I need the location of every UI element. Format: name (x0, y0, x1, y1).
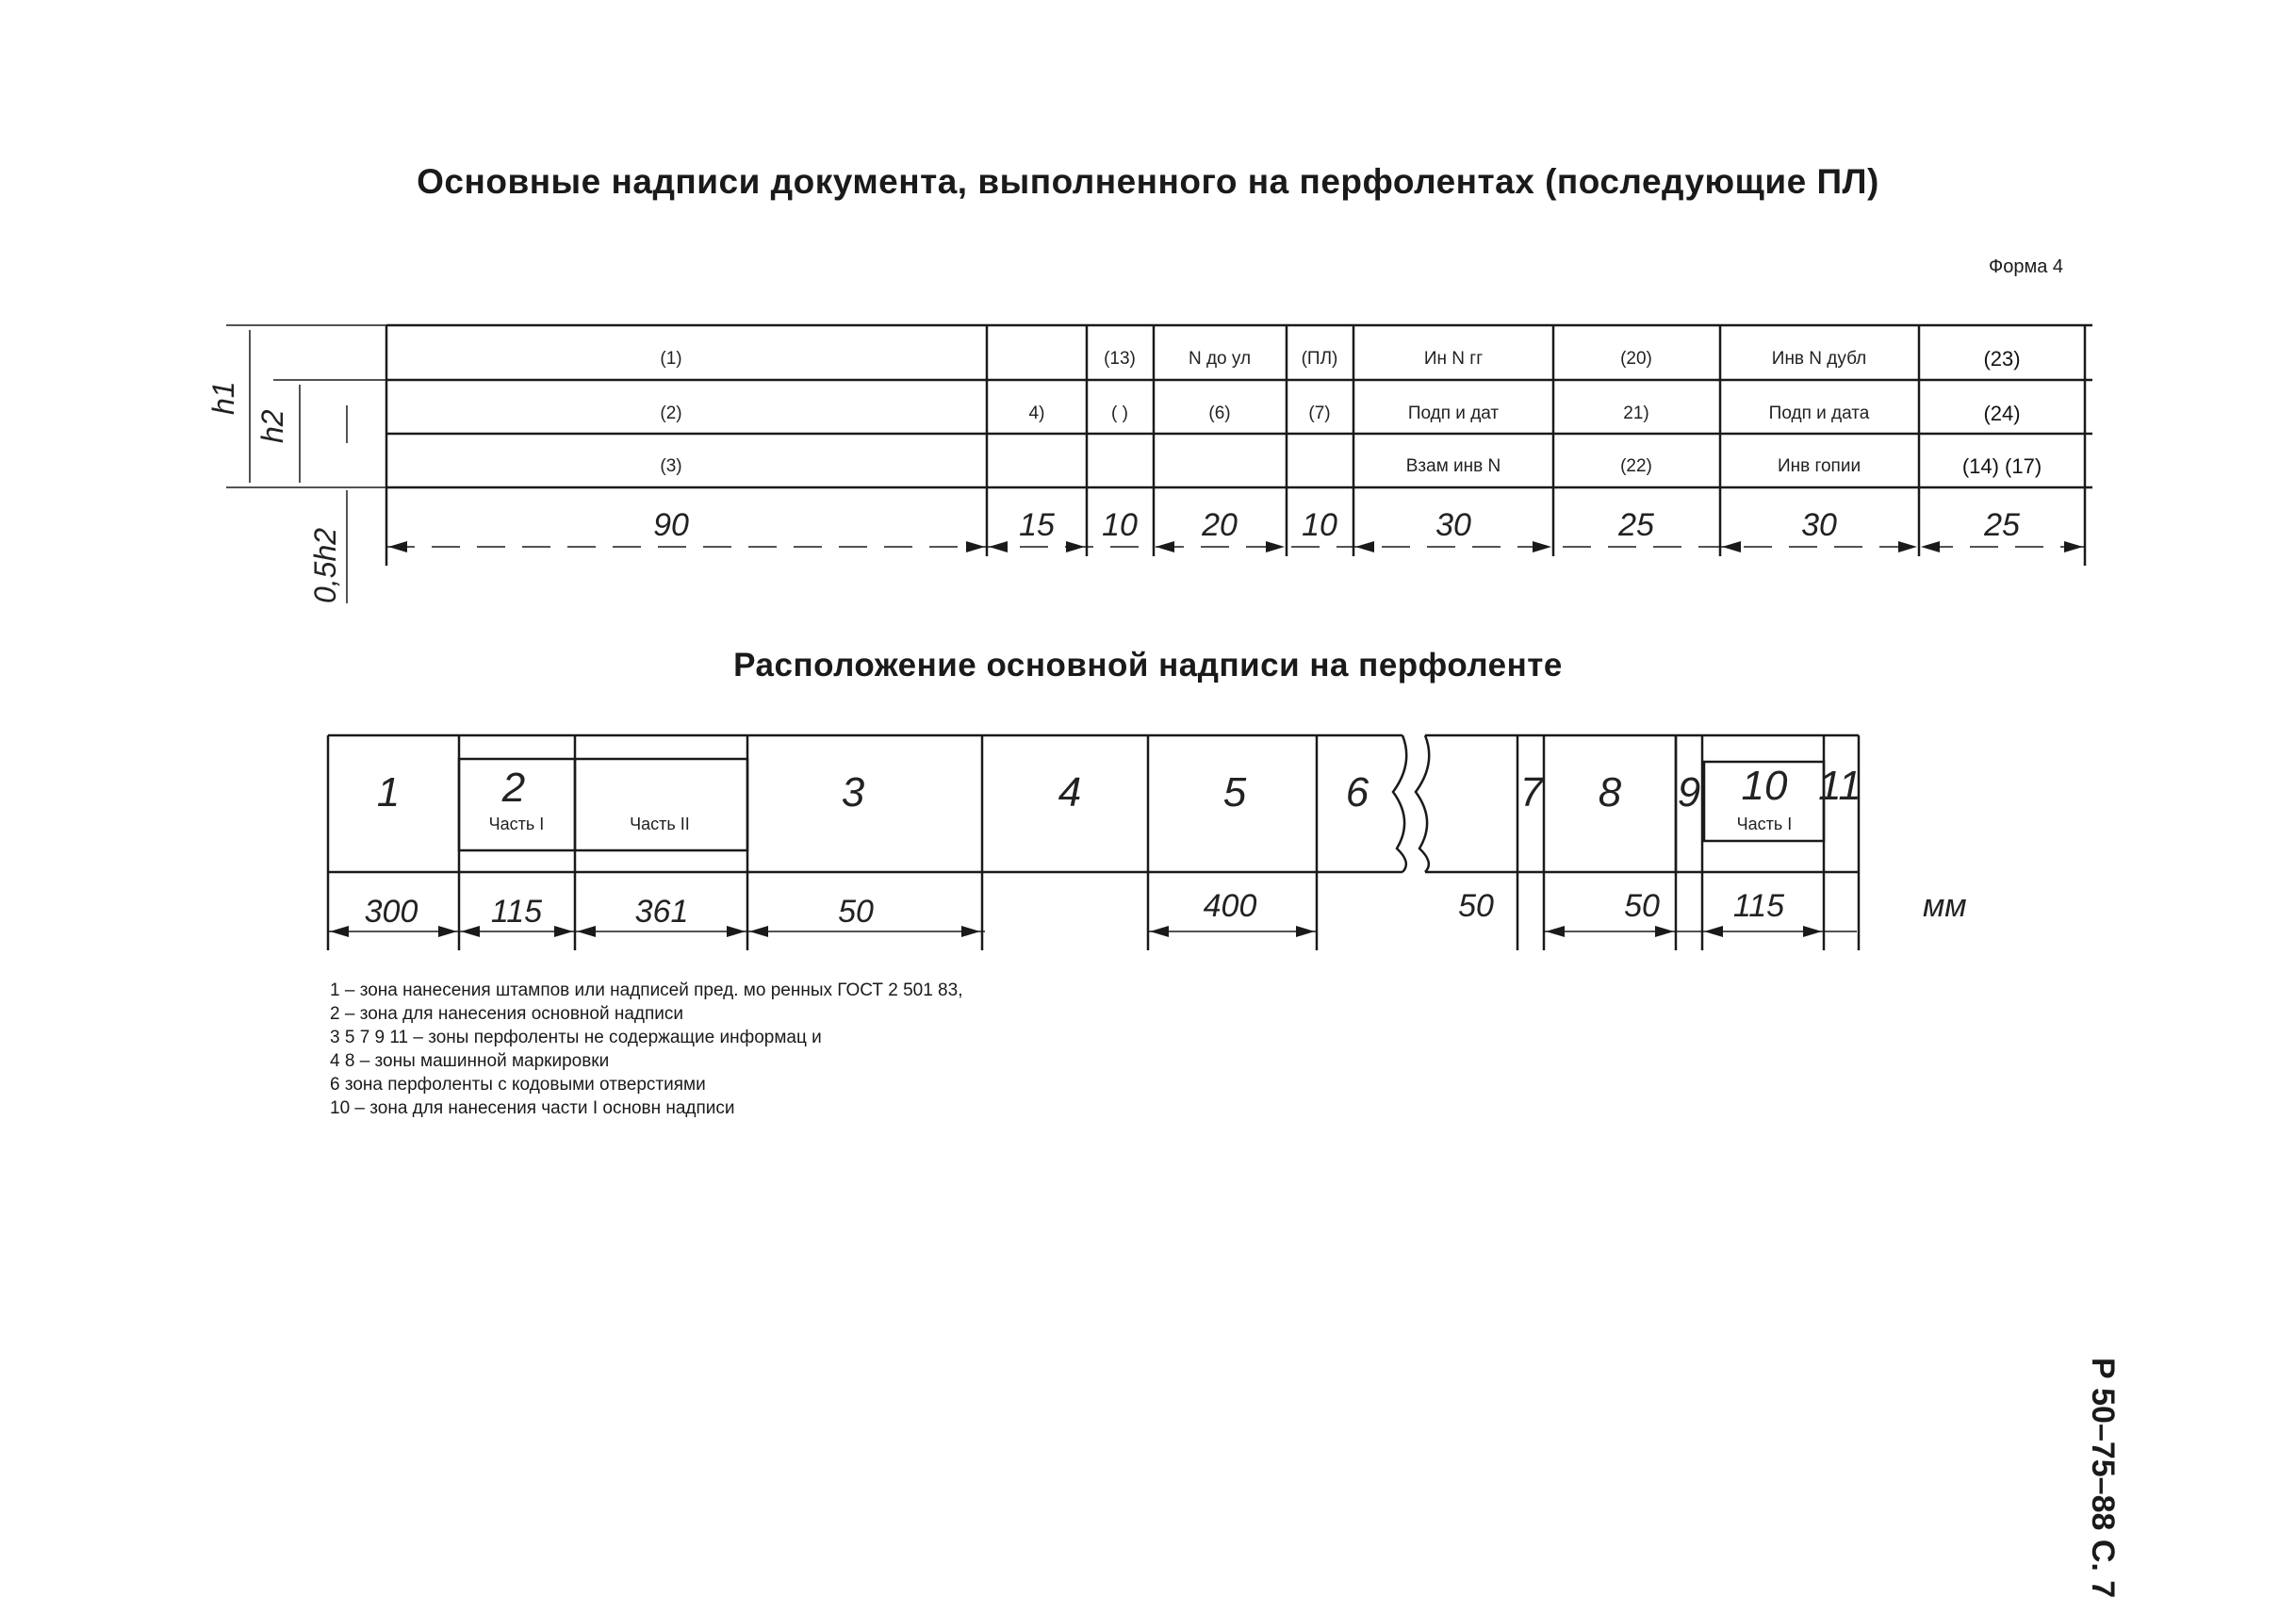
cell-r2-c9: (24) (1983, 402, 2021, 425)
zone-3: 3 (841, 769, 865, 815)
zone-8: 8 (1598, 769, 1622, 815)
height-label-half-h2: 0,5h2 (308, 527, 342, 603)
legend-item: 6 зона перфоленты с кодовыми отверстиями (330, 1075, 706, 1095)
cell-r3-c1: (3) (660, 456, 682, 476)
cell-r3-c8: Инв гопии (1777, 456, 1861, 476)
cell-r3-c7: (22) (1620, 456, 1652, 476)
layout-title: Расположение основной надписи на перфоленте (733, 647, 1563, 684)
tdim-115: 115 (490, 894, 543, 930)
tdim-50c: 50 (1624, 888, 1660, 924)
cell-r1-c8: Инв N дубл (1771, 349, 1867, 369)
cell-merged-center: 4) (1028, 404, 1045, 423)
dim-20: 20 (1202, 507, 1238, 543)
legend (330, 979, 962, 1120)
dim-25a: 25 (1618, 507, 1654, 543)
cell-r3-c6: Взам инв N (1405, 456, 1501, 476)
tdim-50b: 50 (1458, 888, 1494, 924)
zone-7: 7 (1519, 769, 1544, 815)
cell-r1-c6: Ин N гг (1423, 349, 1484, 369)
cell-r1-c4: N до ул (1188, 349, 1252, 369)
part-label-i: Часть I (488, 815, 545, 833)
stamp-dimensions (653, 507, 2020, 543)
cell-r1-c7: (20) (1620, 349, 1652, 369)
cell-r2-c6: Подп и дат (1407, 404, 1500, 423)
dim-90: 90 (653, 507, 689, 543)
tdim-361: 361 (634, 894, 689, 930)
part-label-i-second: Часть I (1736, 815, 1793, 833)
legend-item: 10 – зона для нанесения части I основн надписи (330, 1098, 735, 1118)
cell-r1-c1: (1) (660, 349, 682, 369)
zone-9: 9 (1677, 769, 1701, 815)
cell-r1-c3: (13) (1104, 349, 1136, 369)
tdim-50a: 50 (838, 894, 874, 930)
legend-item: 3 5 7 9 11 – зоны перфоленты не содержащие информац и (330, 1028, 822, 1047)
form-label: Форма 4 (1989, 256, 2064, 277)
stamp-row-1 (660, 347, 2020, 371)
cell-r2-c7: 21) (1623, 404, 1649, 423)
height-label-h2: h2 (255, 409, 289, 443)
zone-2: 2 (501, 765, 526, 811)
tape-zones (377, 763, 1861, 833)
tdim-115b: 115 (1732, 888, 1785, 924)
cell-r2-c8: Подп и дата (1768, 404, 1870, 423)
cell-r2-c3: ( ) (1111, 404, 1128, 423)
zone-4: 4 (1058, 769, 1082, 815)
cell-r1-c5: (ПЛ) (1301, 349, 1338, 369)
page-reference: Р 50–75–88 С. 7 (2085, 1358, 2121, 1598)
legend-item: 2 – зона для нанесения основной надписи (330, 1004, 684, 1024)
tape-unit: мм (1923, 888, 1967, 924)
cell-r2-c5: (7) (1308, 404, 1331, 423)
document-title: Основные надписи документа, выполненного на перфолентах (последующие ПЛ) (417, 162, 1879, 201)
legend-item: 1 – зона нанесения штампов или надписей пред. мо ренных ГОСТ 2 501 83, (330, 980, 963, 1000)
cell-r3-c9: (14) (17) (1961, 454, 2042, 478)
tdim-400: 400 (1203, 888, 1257, 924)
dim-30b: 30 (1801, 507, 1837, 543)
stamp-row-3 (660, 454, 2042, 478)
cell-r2-c4: (6) (1208, 404, 1231, 423)
dim-10b: 10 (1302, 507, 1337, 543)
tape-dimensions (365, 888, 1967, 930)
height-label-h1: h1 (206, 381, 240, 415)
dim-25b: 25 (1984, 507, 2020, 543)
tdim-300: 300 (364, 894, 418, 930)
stamp-row-2 (660, 402, 2020, 425)
zone-1: 1 (376, 769, 401, 815)
zone-10: 10 (1741, 763, 1788, 809)
legend-item: 4 8 – зоны машинной маркировки (330, 1051, 610, 1071)
dim-15: 15 (1019, 507, 1055, 543)
zone-6: 6 (1345, 769, 1369, 815)
part-label-ii: Часть II (630, 815, 690, 833)
dim-30a: 30 (1435, 507, 1471, 543)
zone-5: 5 (1222, 769, 1247, 815)
dim-10a: 10 (1102, 507, 1138, 543)
cell-r2-c1: (2) (660, 404, 682, 423)
cell-r1-c9: (23) (1983, 347, 2021, 371)
zone-11: 11 (1818, 763, 1861, 809)
